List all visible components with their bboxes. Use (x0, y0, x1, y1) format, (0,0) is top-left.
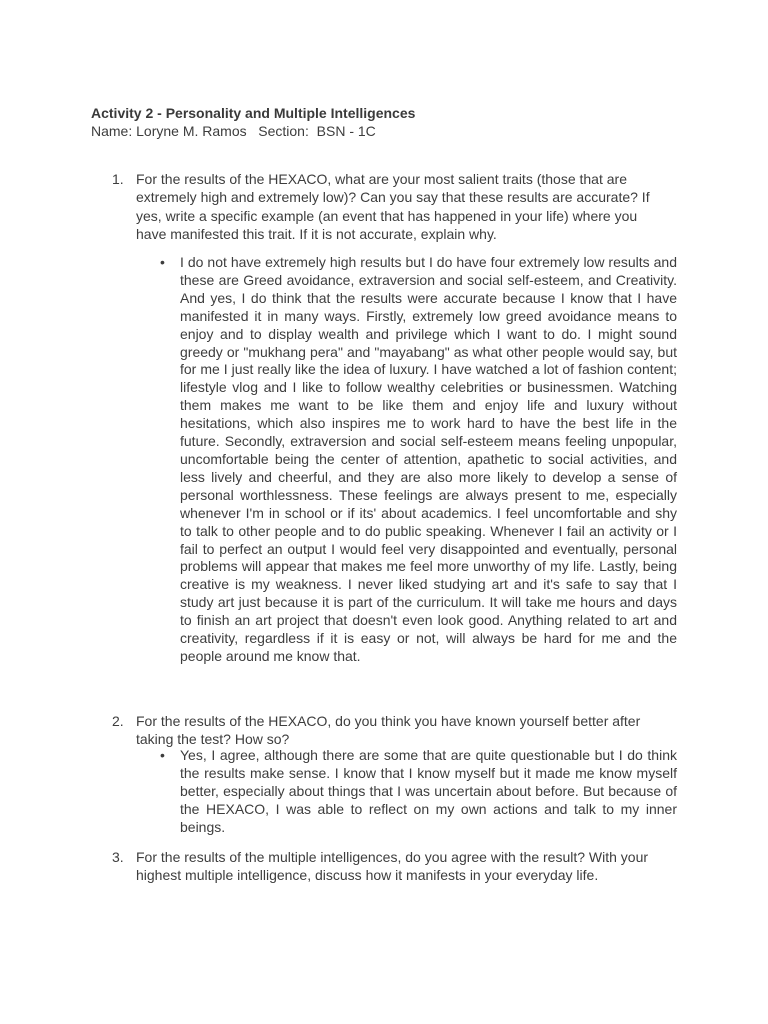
question-2 (112, 712, 652, 749)
answer-1 (160, 254, 677, 666)
answer-text: I do not have extremely high results but I do have four extremely low results and these are Greed avoidance, extraversion and social self-esteem, and Creativity. And yes, I do think that the results were accurate because I know that I have manifested it in many ways. Firstly, extremely low greed avoidance means to enjoy and to display wealth and privilege which I want to do. I might sound greedy or "mukhang pera" and "mayabang" as what other people would say, but for me I just really like the idea of luxury. I have watched a lot of fashion content; lifestyle vlog and I like to follow wealthy celebrities or businessmen. Watching them makes me want to be like them and enjoy life and luxury without hesitations, which also inspires me to work hard to have the best life in the future. Secondly, extraversion and social self-esteem means feeling unpopular, uncomfortable being the center of attention, apathetic to social activities, and less lively and cheerful, and they are also more likely to develop a sense of personal worthlessness. These feelings are always present to me, especially whenever I'm in school or if its' about academics. I feel uncomfortable and shy to talk to other people and to do public speaking. Whenever I fail an activity or I fail to perfect an output I would feel very disappointed and eventually, personal problems will appear that makes me feel more unworthy of my life. Lastly, being creative is my weakness. I never liked studying art and it's safe to say that I study art just because it is part of the curriculum. It will take me hours and days to finish an art project that doesn't even look good. Anything related to art and creativity, regardless if it is easy or not, will always be hard for me and the people around me know that. (180, 254, 677, 664)
question-number: 1. (112, 171, 124, 187)
question-text: For the results of the HEXACO, what are your most salient traits (those that are extremely high and extremely low)? Can you say that these results are accurate? If yes, write a specific example (an event that has happened in your life) where you have manifested this trait. If it is not accurate, explain why. (136, 171, 650, 242)
question-3 (112, 848, 652, 885)
answer-text: Yes, I agree, although there are some that are quite questionable but I do think the results make sense. I know that I know myself but it made me know myself better, especially about things that I was uncertain about before. But because of the HEXACO, I was able to reflect on my own actions and talk to my inner beings. (180, 747, 677, 835)
document-title: Activity 2 - Personality and Multiple Intelligences (91, 105, 416, 121)
question-text: For the results of the HEXACO, do you think you have known yourself better after taking the test? How so? (136, 713, 641, 748)
answer-2 (160, 747, 677, 837)
question-text: For the results of the multiple intelligences, do you agree with the result? With your highest multiple intelligence, discuss how it manifests in your everyday life. (136, 849, 649, 884)
question-1 (112, 170, 652, 243)
question-number: 2. (112, 713, 124, 729)
bullet-icon: • (160, 747, 165, 763)
bullet-icon: • (160, 254, 165, 270)
name-section-line: Name: Loryne M. Ramos Section: BSN - 1C (91, 123, 376, 139)
question-number: 3. (112, 849, 124, 865)
